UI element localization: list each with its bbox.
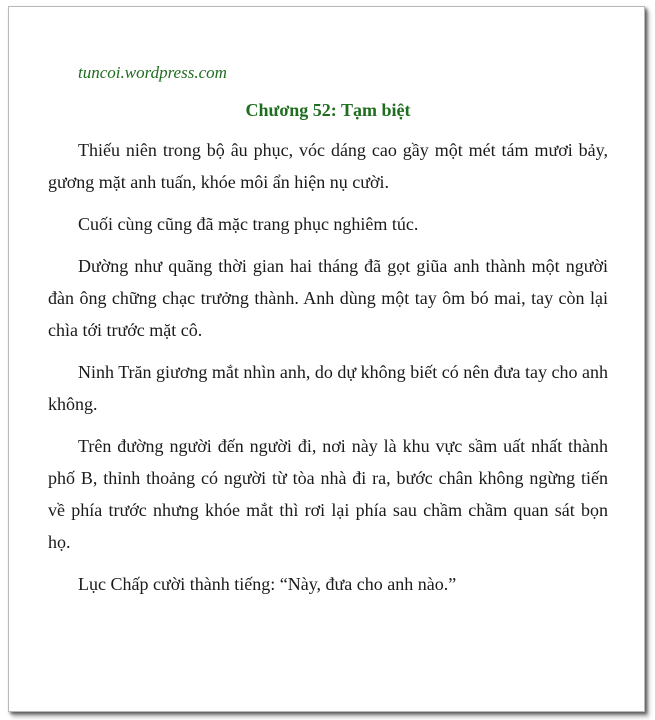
paragraph: Dường như quãng thời gian hai tháng đã gọt giũa anh thành một người đàn ông chững chạc trưởng thành. Anh dùng một tay ôm bó mai, tay còn lại chìa tới trước mặt cô. xyxy=(48,256,608,340)
paragraph: Ninh Trăn giương mắt nhìn anh, do dự không biết có nên đưa tay cho anh không. xyxy=(48,362,608,414)
paragraph: Thiếu niên trong bộ âu phục, vóc dáng cao gầy một mét tám mươi bảy, gương mặt anh tuấn, khóe môi ẩn hiện nụ cười. xyxy=(48,140,608,192)
paragraph: Trên đường người đến người đi, nơi này là khu vực sầm uất nhất thành phố B, thỉnh thoảng có người từ tòa nhà đi ra, bước chân không ngừng tiến về phía trước nhưng khóe mắt thì rơi lại phía sau chầm chầm quan sát bọn họ. xyxy=(48,436,608,552)
document-body xyxy=(48,62,608,610)
paragraph: Lục Chấp cười thành tiếng: “Này, đưa cho anh nào.” xyxy=(78,574,457,594)
chapter-title: Chương 52: Tạm biệt xyxy=(245,100,411,120)
document-page xyxy=(8,6,645,712)
paragraph: Cuối cùng cũng đã mặc trang phục nghiêm túc. xyxy=(78,214,419,234)
site-url: tuncoi.wordpress.com xyxy=(78,63,227,82)
